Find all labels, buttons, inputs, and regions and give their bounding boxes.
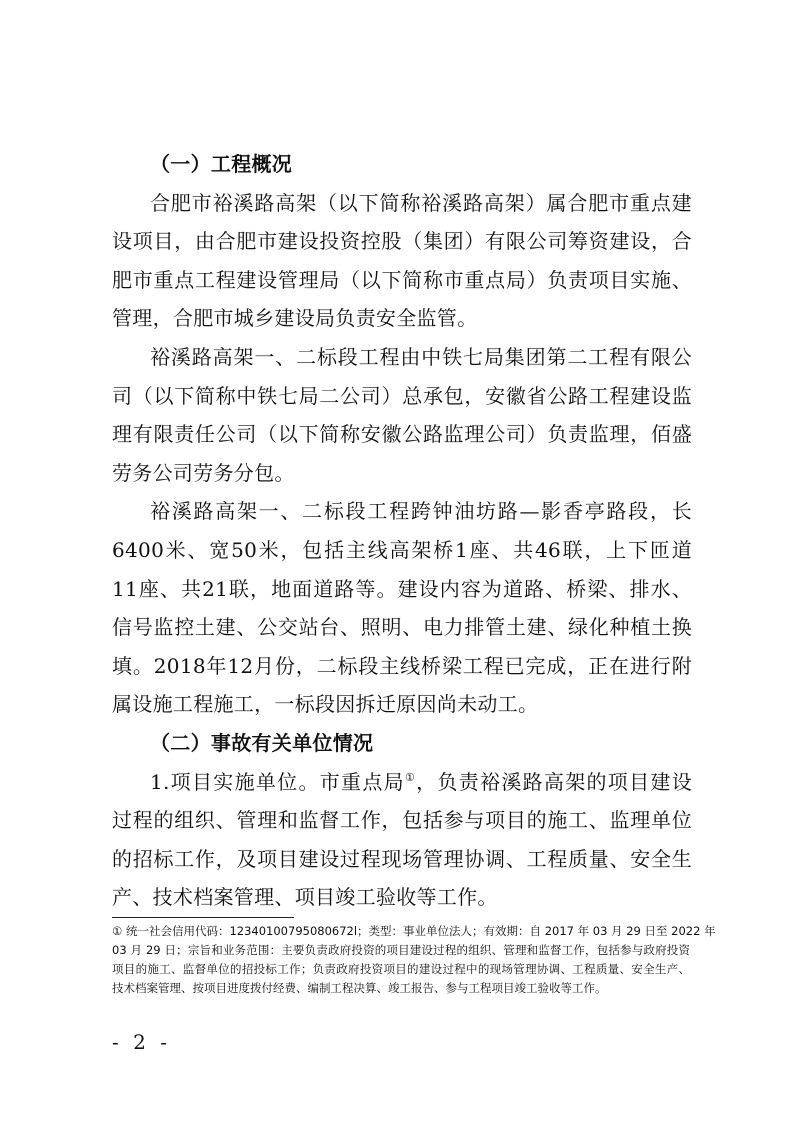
body-text: [112, 145, 692, 917]
text-line: 设项目，由合肥市建设投资控股（集团）有限公司筹资建设，合: [112, 229, 692, 254]
text-line: 劳务公司劳务分包。: [112, 460, 295, 485]
text-line: 裕溪路高架一、二标段工程由中铁七局集团第二工程有限公: [150, 344, 692, 369]
text-line: 理有限责任公司（以下简称安徽公路监理公司）负责监理，佰盛: [112, 422, 692, 447]
footnote-reference[interactable]: ①: [404, 770, 417, 784]
footnote-separator: [112, 917, 294, 918]
text-line: 裕溪路高架一、二标段工程跨钟油坊路—影香亭路段，长: [150, 499, 692, 524]
footnote-line: 技术档案管理、按项目进度拨付经费、编制工程决算、竣工报告、参与工程项目竣工验收等工作。: [112, 981, 607, 995]
page-number: - 2 -: [112, 1030, 171, 1054]
footnote-line: ① 统一社会信用代码：12340100795080672l；类型：事业单位法人；有效期：自 2017 年 03 月 29 日至 2022 年: [112, 924, 716, 938]
text-line: 管理，合肥市城乡建设局负责安全监管。: [112, 306, 478, 331]
text-line: 合肥市裕溪路高架（以下简称裕溪路高架）属合肥市重点建: [150, 190, 692, 215]
paragraph-project-overview: [112, 184, 692, 338]
text-line: 填。2018年12月份，二标段主线桥梁工程已完成，正在进行附: [112, 653, 692, 678]
section-heading-project-overview: （一）工程概况: [150, 152, 293, 176]
footnote-line: 项目的施工、监督单位的招投标工作；负责政府投资项目的建设过程中的现场管理协调、工程质量、安全生产、: [112, 962, 690, 976]
text-segment: 1.项目实施单位。市重点局: [150, 769, 405, 794]
paragraph-implementing-unit: [112, 763, 692, 917]
paragraph-contractors: [112, 338, 692, 492]
text-line: 肥市重点工程建设管理局（以下简称市重点局）负责项目实施、: [112, 267, 692, 292]
text-line: 的招标工作，及项目建设过程现场管理协调、工程质量、安全生: [112, 846, 692, 871]
section-heading-related-units: （二）事故有关单位情况: [150, 730, 374, 755]
text-line: 司（以下简称中铁七局二公司）总承包，安徽省公路工程建设监: [112, 383, 692, 408]
text-line: [112, 763, 692, 802]
paragraph-project-scope: [112, 492, 692, 724]
footnote: [112, 922, 716, 998]
text-line: 信号监控土建、公交站台、照明、电力排管土建、绿化种植土换: [112, 615, 692, 640]
text-line: 11座、共21联，地面道路等。建设内容为道路、桥梁、排水、: [112, 576, 692, 601]
text-segment: ，负责裕溪路高架的项目建设: [416, 769, 692, 794]
text-line: 产、技术档案管理、项目竣工验收等工作。: [112, 885, 498, 910]
text-line: 6400米、宽50米，包括主线高架桥1座、共46联，上下匝道: [112, 537, 692, 562]
text-line: 属设施工程施工，一标段因拆迁原因尚未动工。: [112, 692, 539, 717]
text-line: 过程的组织、管理和监督工作，包括参与项目的施工、监理单位: [112, 808, 692, 833]
footnote-line: 03 月 29 日；宗旨和业务范围：主要负责政府投资的项目建设过程的组织、管理和监督工作，包括参与政府投资: [112, 943, 690, 957]
